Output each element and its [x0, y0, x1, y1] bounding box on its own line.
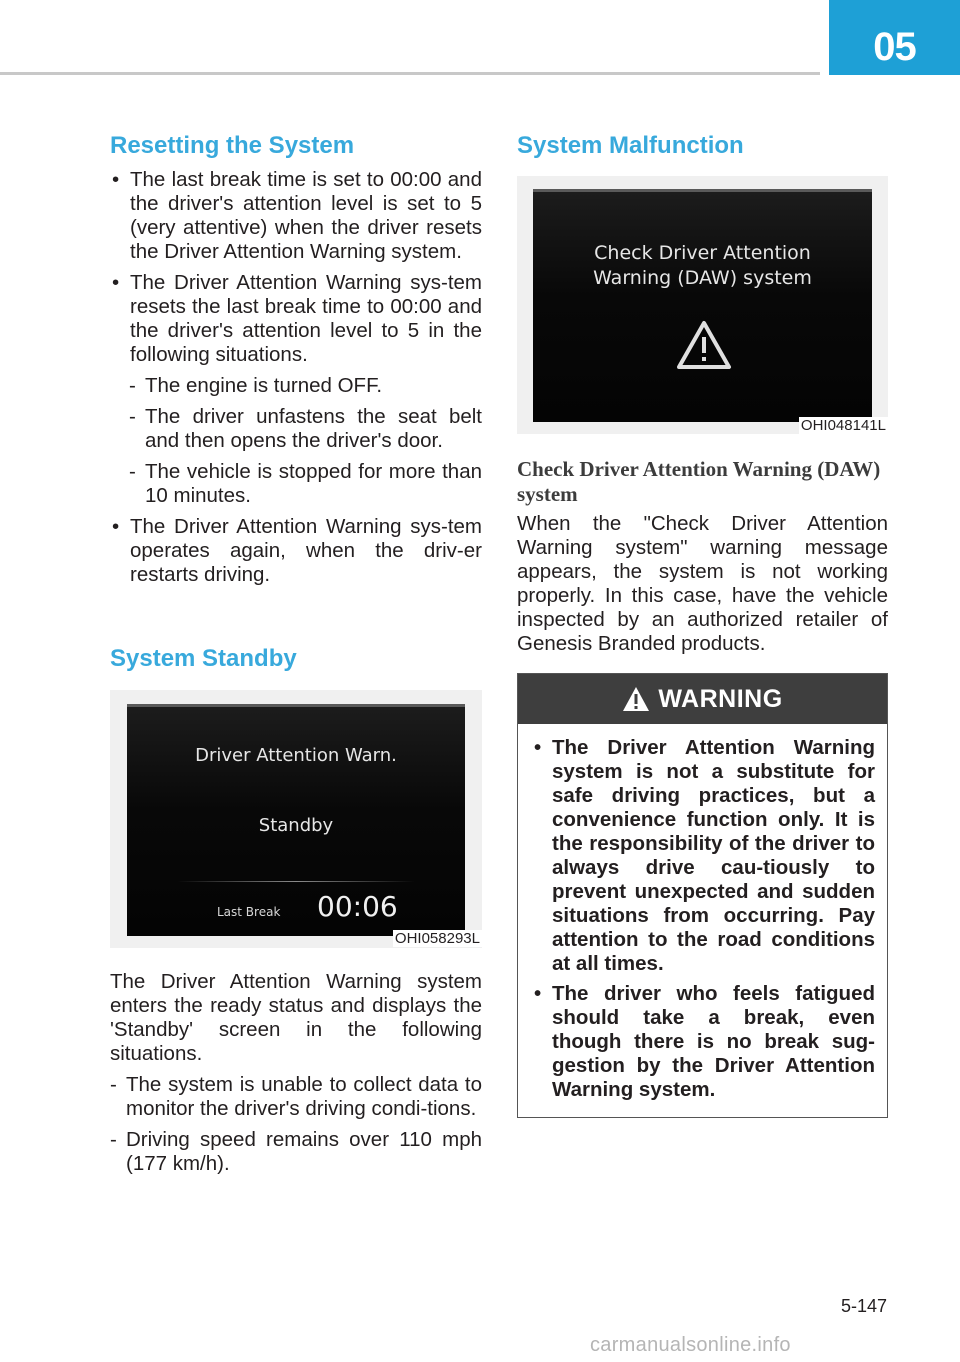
resetting-section: [110, 168, 482, 594]
last-break-time: 00:06: [317, 890, 398, 923]
standby-heading: System Standby: [110, 645, 297, 672]
last-break-label: Last Break: [217, 905, 281, 919]
malfunction-screen-line-1: Check Driver Attention: [594, 242, 811, 264]
standby-figure: [110, 690, 482, 948]
chapter-tab: 05: [829, 0, 960, 75]
resetting-heading: Resetting the System: [110, 132, 355, 159]
page-number: 5-147: [840, 1296, 887, 1316]
reset-condition-stopped: - The vehicle is stopped for more than 10 minutes.: [110, 460, 482, 508]
header-rule: [0, 72, 820, 75]
resetting-bullet-2: • The Driver Attention Warning sys-tem resets the last break time to 00:00 and the driver's attention level to 5 in the following situations.: [110, 271, 482, 367]
resetting-bullet-3: • The Driver Attention Warning sys-tem operates again, when the driv-er restarts driving.: [110, 515, 482, 587]
warning-icon: [622, 686, 650, 712]
malfunction-cluster-screen: [533, 189, 872, 422]
warning-title: WARNING: [658, 684, 783, 713]
malfunction-subheading: Check Driver Attention Warning (DAW) system: [517, 457, 881, 506]
standby-section: [110, 970, 482, 1183]
standby-condition-speed: - Driving speed remains over 110 mph (177 km/h).: [110, 1128, 482, 1176]
malfunction-heading: System Malfunction: [517, 132, 744, 159]
reset-condition-engine-off: - The engine is turned OFF.: [110, 374, 482, 398]
malfunction-body: When the "Check Driver Attention Warning system" warning message appears, the system is not working properly. In this case, have the vehicle inspected by an authorized retailer of Genesis Branded products.: [517, 512, 888, 655]
standby-condition-data: - The system is unable to collect data to monitor the driver's driving condi-tions.: [110, 1073, 482, 1121]
resetting-bullet-1: • The last break time is set to 00:00 and the driver's attention level is set to 5 (very attentive) when the driver resets the Driver Attention Warning system.: [110, 168, 482, 264]
malfunction-figure-code: OHI048141L: [800, 417, 886, 434]
warning-triangle-icon: [676, 320, 732, 370]
warning-header: [518, 674, 887, 724]
reset-condition-seat-belt: - The driver unfastens the seat belt and then opens the driver's door.: [110, 405, 482, 453]
standby-figure-code: OHI058293L: [394, 930, 480, 947]
malfunction-screen-line-2: Warning (DAW) system: [593, 267, 812, 289]
site-watermark: carmanualsonline.info: [590, 1334, 791, 1356]
standby-intro: The Driver Attention Warning system enters the ready status and displays the 'Standby' screen in the following situations.: [110, 970, 482, 1065]
standby-screen-status: Standby: [258, 815, 334, 836]
standby-screen-title: Driver Attention Warn.: [195, 745, 397, 766]
warning-bullet-1: • The Driver Attention Warning system is not a substitute for safe driving practices, but a convenience function only. It is the responsibility of the driver to always drive cau-tiously to prevent unexpected and sudden situations from occurring. Pay attention to the road conditions at all times.: [532, 736, 875, 976]
warning-box: [517, 673, 888, 1118]
warning-bullet-2: • The driver who feels fatigued should take a break, even though there is no break sug-gestion by the Driver Attention Warning system.: [532, 982, 875, 1102]
malfunction-figure: [517, 176, 888, 434]
standby-cluster-screen: [127, 704, 465, 936]
warning-body: [518, 724, 887, 1102]
standby-screen-divider: [177, 881, 415, 882]
